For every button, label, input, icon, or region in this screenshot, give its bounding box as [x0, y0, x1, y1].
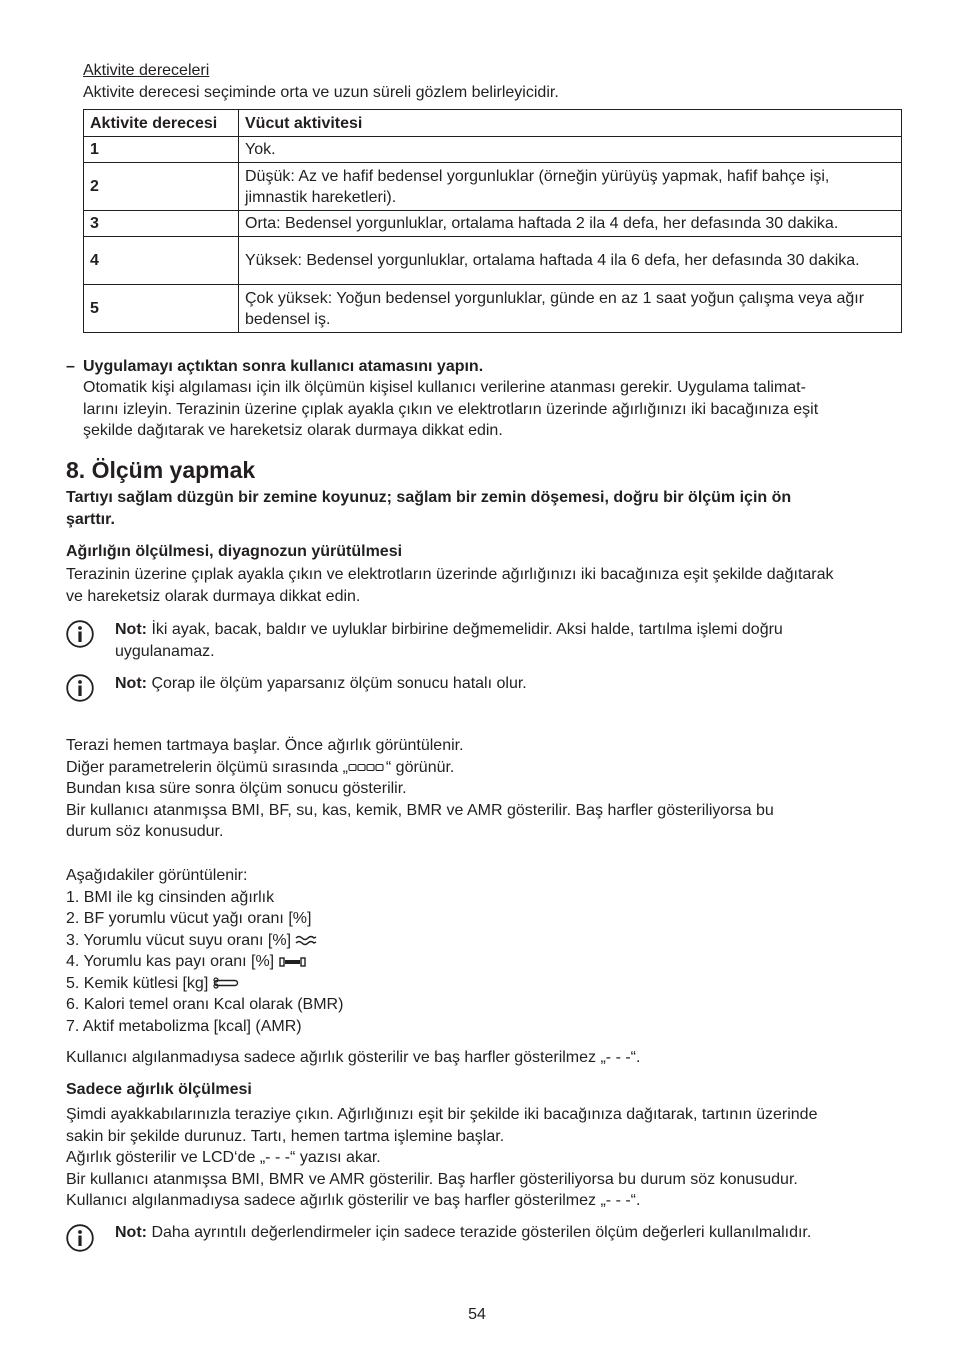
sub2-text: [66, 1104, 817, 1212]
text-line: larını izleyin. Terazinin üzerine çıplak ayakla çıkın ve elektrotların üzerinde ağırlığınızı iki bacağınıza eşit: [83, 400, 819, 418]
text-line: Bundan kısa süre sonra ölçüm sonucu gösterilir.: [66, 780, 407, 797]
list-item-text: 5. Kemik kütlesi [kg]: [66, 974, 209, 992]
table-row: [84, 163, 902, 211]
activity-level: 5: [84, 285, 239, 333]
text-line: Otomatik kişi algılaması için ilk ölçümün kişisel kullanıcı verilerine atanması gerekir. Uygulama talimat-: [83, 379, 806, 396]
display-list: [66, 865, 343, 1037]
text-line: Kullanıcı algılanmadıysa sadece ağırlık gösterilir ve baş harfler gösterilmez „- - -“.: [66, 1192, 641, 1209]
text-line: Bir kullanıcı atanmışsa BMI, BMR ve AMR gösterilir. Baş harfler gösteriliyorsa bu durum söz konusudur.: [66, 1170, 798, 1188]
text-line: Bir kullanıcı atanmışsa BMI, BF, su, kas, kemik, BMR ve AMR gösterilir. Baş harfler gösteriliyorsa bu: [66, 801, 774, 819]
list-item: 1. BMI ile kg cinsinden ağırlık: [66, 888, 275, 906]
text-segment: Diğer parametrelerin ölçümü sırasında „: [66, 758, 348, 776]
note-1: [66, 619, 906, 663]
measurement-paragraph: [66, 735, 774, 843]
subheading-weight-diagnosis: Ağırlığın ölçülmesi, diyagnozun yürütülmesi: [66, 543, 403, 560]
table-row: [84, 285, 902, 333]
text-line: şekilde dağıtarak ve hareketsiz olarak durmaya dikkat edin.: [83, 422, 503, 439]
unrecognized-user-text: Kullanıcı algılanmadıysa sadece ağırlık gösterilir ve baş harfler gösterilmez „- - -“.: [66, 1049, 641, 1066]
note-label: Not:: [115, 1224, 147, 1241]
activity-description: Yok.: [239, 137, 902, 163]
text-line: durum söz konusudur.: [66, 823, 224, 840]
note-label: Not:: [115, 621, 147, 638]
activity-description: Düşük: Az ve hafif bedensel yorgunluklar (örneğin yürüyüş yapmak, hafif bahçe işi, jimnastik hareketleri).: [239, 163, 902, 211]
sub1-text: [66, 564, 834, 607]
note-text: [115, 673, 905, 695]
text-line: sakin bir şekilde durunuz. Tartı, hemen tartma işlemine başlar.: [66, 1127, 505, 1145]
assign-text: [83, 377, 818, 442]
activity-description: Çok yüksek: Yoğun bedensel yorgunluklar, günde en az 1 saat yoğun çalışma veya ağır bedensel iş.: [239, 285, 902, 333]
text-segment: “ görünür.: [385, 758, 455, 776]
note-line: İki ayak, bacak, baldır ve uyluklar birbirine değmemelidir. Aksi halde, tartılma işlemi doğru: [151, 621, 783, 638]
subheading-weight-only: Sadece ağırlık ölçülmesi: [66, 1081, 252, 1098]
note-line: uygulanamaz.: [115, 642, 215, 660]
list-item-text: 3. Yorumlu vücut suyu oranı [%]: [66, 931, 292, 949]
note-3: [66, 1222, 906, 1252]
list-item-text: 4. Yorumlu kas payı oranı [%]: [66, 953, 275, 970]
text-line: ve hareketsiz olarak durmaya dikkat edin.: [66, 587, 361, 605]
list-item: [66, 930, 343, 952]
note-2: [66, 673, 906, 703]
text-line: Tartıyı sağlam düzgün bir zemine koyunuz; sağlam bir zemin döşemesi, doğru bir ölçüm için ön: [66, 489, 792, 506]
note-line: Daha ayrıntılı değerlendirmeler için sadece terazide gösterilen ölçüm değerleri kullanılmalıdır.: [151, 1224, 812, 1241]
table-row: [84, 137, 902, 163]
text-line: Ağırlık gösterilir ve LCD‘de „- - -“ yazısı akar.: [66, 1149, 381, 1166]
muscle-icon: [279, 956, 307, 968]
activity-description: Orta: Bedensel yorgunluklar, ortalama haftada 2 ila 4 defa, her defasında 30 dakika.: [239, 211, 902, 237]
activity-level: 1: [84, 137, 239, 163]
activity-heading: Aktivite dereceleri: [83, 62, 210, 79]
note-line: Çorap ile ölçüm yaparsanız ölçüm sonucu hatalı olur.: [151, 675, 527, 692]
activity-level: 4: [84, 237, 239, 285]
list-item: 7. Aktif metabolizma [kcal] (AMR): [66, 1017, 302, 1035]
section-title: 8. Ölçüm yapmak: [66, 457, 256, 483]
activity-level: 3: [84, 211, 239, 237]
measuring-dots-icon: [348, 763, 386, 772]
activity-intro: Aktivite derecesi seçiminde orta ve uzun süreli gözlem belirleyicidir.: [83, 84, 559, 101]
note-label: Not:: [115, 675, 147, 692]
activity-description: Yüksek: Bedensel yorgunluklar, ortalama haftada 4 ila 6 defa, her defasında 30 dakika.: [239, 237, 902, 285]
table-row: [84, 237, 902, 285]
water-waves-icon: [295, 934, 317, 946]
text-line: [66, 757, 774, 779]
note-text: [115, 1222, 905, 1244]
assign-bullet: –: [66, 358, 75, 375]
info-icon: [66, 620, 94, 648]
activity-level: 2: [84, 163, 239, 211]
list-intro: Aşağıdakiler görüntülenir:: [66, 867, 248, 884]
text-line: Şimdi ayakkabılarınızla teraziye çıkın. Ağırlığınızı eşit bir şekilde iki bacağınıza dağıtarak, tartının üzerinde: [66, 1106, 818, 1123]
page-number: 54: [468, 1306, 486, 1323]
list-item: 2. BF yorumlu vücut yağı oranı [%]: [66, 910, 312, 927]
table-header-row: [84, 110, 902, 137]
info-icon: [66, 674, 94, 702]
activity-table: [83, 109, 902, 333]
bone-icon: [213, 977, 239, 989]
list-item: [66, 951, 343, 973]
note-text: [115, 619, 905, 662]
info-icon: [66, 1224, 94, 1252]
text-line: şarttır.: [66, 510, 115, 528]
text-line: Terazi hemen tartmaya başlar. Önce ağırlık görüntülenir.: [66, 737, 464, 754]
table-header: Aktivite derecesi: [84, 110, 239, 137]
table-row: [84, 211, 902, 237]
table-header: Vücut aktivitesi: [239, 110, 902, 137]
list-item: [66, 973, 343, 995]
section-bold-intro: [66, 487, 791, 530]
assign-title: Uygulamayı açtıktan sonra kullanıcı atamasını yapın.: [83, 358, 484, 375]
list-item: 6. Kalori temel oranı Kcal olarak (BMR): [66, 996, 344, 1013]
text-line: Terazinin üzerine çıplak ayakla çıkın ve elektrotların üzerinde ağırlığınızı iki bacağınıza eşit şekilde dağıtarak: [66, 566, 834, 583]
